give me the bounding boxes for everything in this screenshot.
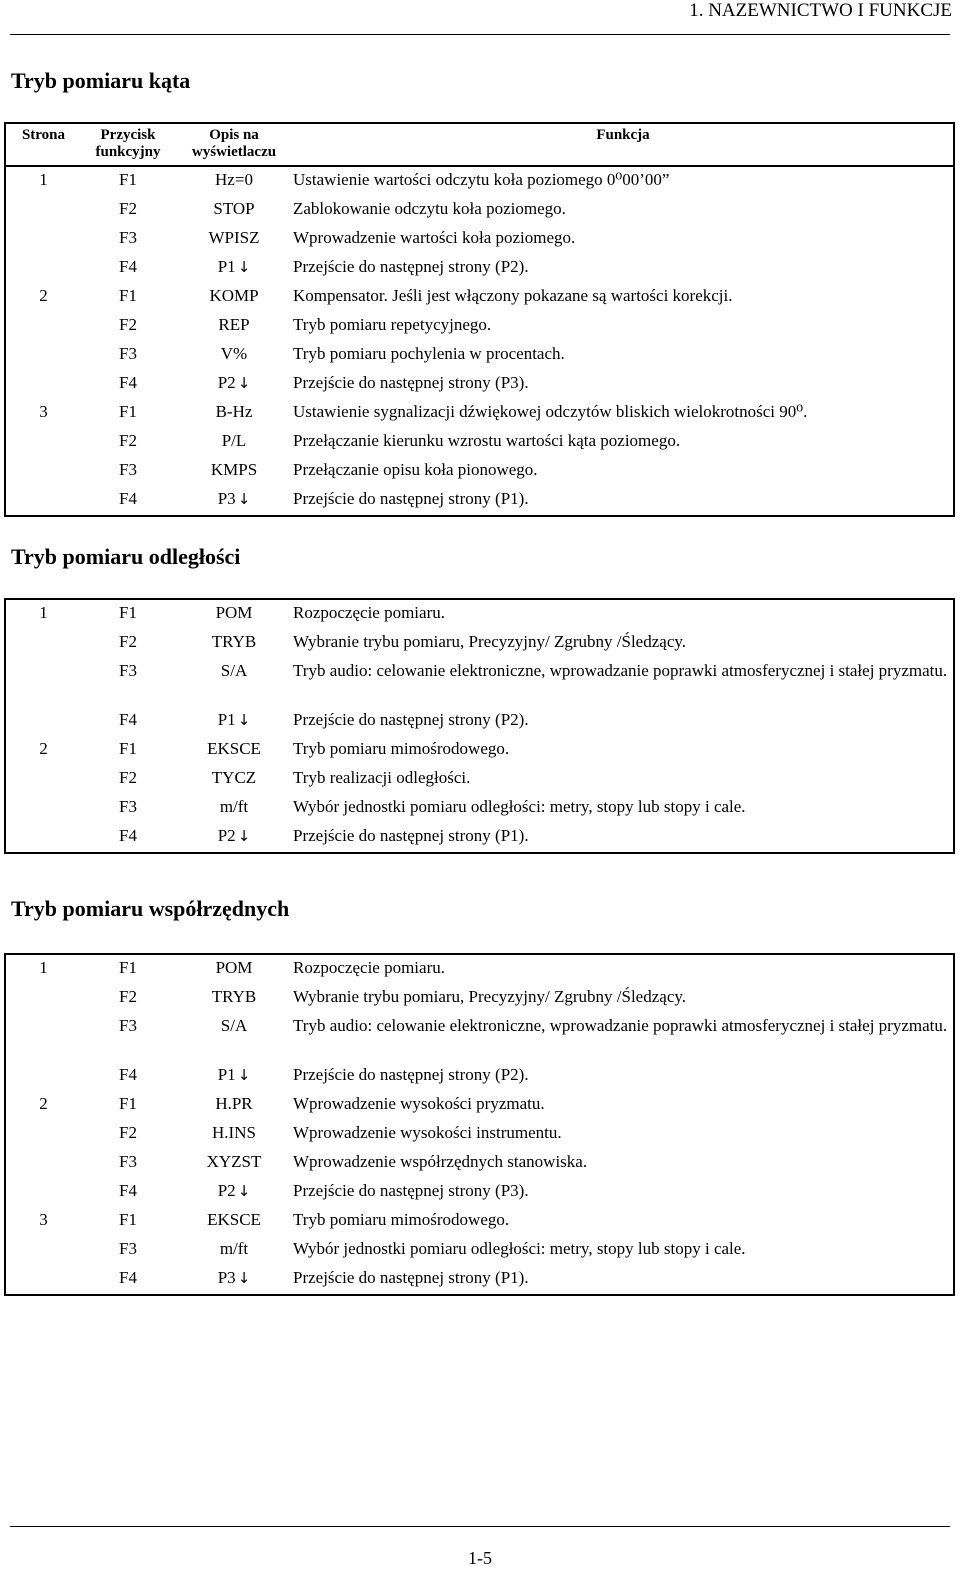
table-row bbox=[5, 341, 954, 370]
display-label-text: P3 bbox=[217, 489, 236, 508]
cell-page bbox=[5, 658, 81, 707]
table-row bbox=[5, 823, 954, 853]
cell-function-key: F2 bbox=[119, 768, 137, 787]
cell-function-description: Kompensator. Jeśli jest włączony pokazane są wartości korekcji. bbox=[293, 286, 733, 305]
cell-display-label bbox=[175, 1178, 293, 1207]
arrow-down-icon: ↓ bbox=[237, 1182, 251, 1200]
cell-function-description: Ustawienie wartości odczytu koła poziomego 0⁰00’00” bbox=[293, 170, 670, 189]
cell-display-label bbox=[175, 428, 293, 457]
cell-function-description: Przejście do następnej strony (P1). bbox=[293, 489, 529, 508]
display-label-text: H.INS bbox=[212, 1123, 256, 1142]
cell-function-key: F2 bbox=[119, 199, 137, 218]
table-header-row bbox=[5, 123, 954, 166]
arrow-down-icon: ↓ bbox=[237, 827, 251, 845]
display-label-text: POM bbox=[215, 603, 253, 622]
cell-function-key: F2 bbox=[119, 1123, 137, 1142]
cell-page: 1 bbox=[39, 170, 48, 189]
section-title-coordinates: Tryb pomiaru współrzędnych bbox=[11, 896, 290, 921]
display-label-text: m/ft bbox=[219, 1239, 249, 1258]
cell-page: 1 bbox=[39, 603, 48, 622]
cell-function-key: F3 bbox=[119, 460, 137, 479]
table-row bbox=[5, 428, 954, 457]
cell-page bbox=[5, 486, 81, 516]
table-row bbox=[5, 1207, 954, 1236]
cell-display-label bbox=[175, 984, 293, 1013]
display-label-text: EKSCE bbox=[207, 1210, 261, 1229]
table-row bbox=[5, 1120, 954, 1149]
display-label-text: STOP bbox=[213, 199, 255, 218]
cell-page bbox=[5, 341, 81, 370]
cell-page bbox=[5, 707, 81, 736]
table-row bbox=[5, 1062, 954, 1091]
cell-function-description: Wprowadzenie wysokości instrumentu. bbox=[293, 1123, 562, 1142]
cell-page bbox=[5, 1265, 81, 1295]
cell-display-label bbox=[175, 254, 293, 283]
cell-function-description: Zablokowanie odczytu koła poziomego. bbox=[293, 199, 566, 218]
cell-function-key: F4 bbox=[119, 1181, 137, 1200]
cell-function-key: F2 bbox=[119, 632, 137, 651]
table-row bbox=[5, 954, 954, 984]
function-table-distance bbox=[4, 598, 955, 854]
cell-display-label bbox=[175, 312, 293, 341]
table-row bbox=[5, 1149, 954, 1178]
table-row bbox=[5, 370, 954, 399]
display-label-text: REP bbox=[218, 315, 250, 334]
cell-function-key: F2 bbox=[119, 987, 137, 1006]
cell-function-key: F3 bbox=[119, 1152, 137, 1171]
cell-function-key: F4 bbox=[119, 373, 137, 392]
cell-function-key: F4 bbox=[119, 710, 137, 729]
cell-function-description: Wprowadzenie wartości koła poziomego. bbox=[293, 228, 576, 247]
display-label-text: P2 bbox=[217, 373, 236, 392]
section-title-angle: Tryb pomiaru kąta bbox=[11, 68, 191, 93]
cell-page: 2 bbox=[39, 286, 48, 305]
cell-function-description: Tryb realizacji odległości. bbox=[293, 768, 471, 787]
cell-display-label bbox=[175, 1091, 293, 1120]
cell-display-label bbox=[175, 486, 293, 516]
cell-display-label bbox=[175, 736, 293, 765]
arrow-down-icon: ↓ bbox=[237, 258, 251, 276]
cell-function-description: Rozpoczęcie pomiaru. bbox=[293, 958, 445, 977]
cell-function-key: F1 bbox=[119, 1094, 137, 1113]
function-table-angle bbox=[4, 122, 955, 517]
cell-page: 1 bbox=[39, 958, 48, 977]
cell-function-description: Tryb pomiaru mimośrodowego. bbox=[293, 739, 510, 758]
display-label-text: P2 bbox=[217, 826, 236, 845]
cell-page: 2 bbox=[39, 1094, 48, 1113]
cell-page bbox=[5, 1178, 81, 1207]
display-label-text: m/ft bbox=[219, 797, 249, 816]
cell-function-description: Wprowadzenie wysokości pryzmatu. bbox=[293, 1094, 545, 1113]
page-number: 1-5 bbox=[468, 1548, 492, 1568]
cell-function-description: Przejście do następnej strony (P3). bbox=[293, 373, 529, 392]
cell-function-key: F1 bbox=[119, 1210, 137, 1229]
cell-function-description: Przejście do następnej strony (P2). bbox=[293, 710, 529, 729]
arrow-down-icon: ↓ bbox=[237, 374, 251, 392]
cell-function-key: F4 bbox=[119, 1065, 137, 1084]
table-row bbox=[5, 225, 954, 254]
footer-rule bbox=[10, 1526, 950, 1527]
cell-display-label bbox=[175, 370, 293, 399]
cell-display-label bbox=[175, 457, 293, 486]
cell-page bbox=[5, 794, 81, 823]
cell-page: 3 bbox=[39, 402, 48, 421]
cell-function-description: Wybranie trybu pomiaru, Precyzyjny/ Zgrubny /Śledzący. bbox=[293, 632, 687, 651]
table-row bbox=[5, 196, 954, 225]
display-label-text: B-Hz bbox=[215, 402, 253, 421]
header-rule bbox=[10, 34, 950, 35]
column-header-page: Strona bbox=[5, 123, 81, 166]
cell-function-key: F4 bbox=[119, 826, 137, 845]
cell-function-description: Przełączanie kierunku wzrostu wartości kąta poziomego. bbox=[293, 431, 681, 450]
cell-page bbox=[5, 1062, 81, 1091]
table-row bbox=[5, 736, 954, 765]
display-label-text: V% bbox=[220, 344, 248, 363]
cell-display-label bbox=[175, 599, 293, 629]
cell-page bbox=[5, 823, 81, 853]
cell-function-key: F2 bbox=[119, 315, 137, 334]
cell-function-key: F3 bbox=[119, 1239, 137, 1258]
cell-function-description: Tryb audio: celowanie elektroniczne, wprowadzanie poprawki atmosferycznej i stałej pryzmatu. bbox=[293, 1016, 948, 1035]
cell-page bbox=[5, 225, 81, 254]
cell-display-label bbox=[175, 196, 293, 225]
table-row bbox=[5, 658, 954, 707]
cell-function-key: F4 bbox=[119, 1268, 137, 1287]
display-label-text: S/A bbox=[220, 661, 248, 680]
cell-display-label bbox=[175, 1207, 293, 1236]
display-label-text: XYZST bbox=[206, 1152, 262, 1171]
cell-display-label bbox=[175, 225, 293, 254]
column-header-function: Funkcja bbox=[293, 123, 954, 166]
display-label-text: KMPS bbox=[210, 460, 258, 479]
cell-function-description: Ustawienie sygnalizacji dźwiękowej odczytów bliskich wielokrotności 90⁰. bbox=[293, 402, 808, 421]
table-row bbox=[5, 312, 954, 341]
display-label-text: P/L bbox=[221, 431, 247, 450]
arrow-down-icon: ↓ bbox=[237, 490, 251, 508]
cell-function-description: Przejście do następnej strony (P1). bbox=[293, 1268, 529, 1287]
cell-page bbox=[5, 765, 81, 794]
cell-function-description: Tryb pomiaru repetycyjnego. bbox=[293, 315, 492, 334]
display-label-text: P2 bbox=[217, 1181, 236, 1200]
cell-function-key: F3 bbox=[119, 797, 137, 816]
cell-page bbox=[5, 984, 81, 1013]
table-row bbox=[5, 166, 954, 196]
table-row bbox=[5, 457, 954, 486]
cell-display-label bbox=[175, 1013, 293, 1062]
display-label-text: TRYB bbox=[211, 632, 257, 651]
cell-function-key: F1 bbox=[119, 739, 137, 758]
cell-function-key: F4 bbox=[119, 257, 137, 276]
table-row bbox=[5, 254, 954, 283]
display-label-text: P1 bbox=[217, 257, 236, 276]
table-row bbox=[5, 486, 954, 516]
cell-function-key: F1 bbox=[119, 402, 137, 421]
display-label-text: P3 bbox=[217, 1268, 236, 1287]
cell-display-label bbox=[175, 1120, 293, 1149]
cell-display-label bbox=[175, 1062, 293, 1091]
cell-display-label bbox=[175, 1236, 293, 1265]
cell-page bbox=[5, 1013, 81, 1062]
display-label-text: TYCZ bbox=[211, 768, 257, 787]
table-row bbox=[5, 1013, 954, 1062]
cell-page bbox=[5, 196, 81, 225]
table-row bbox=[5, 599, 954, 629]
running-header: 1. NAZEWNICTWO I FUNKCJE bbox=[689, 0, 952, 21]
cell-function-description: Tryb pomiaru mimośrodowego. bbox=[293, 1210, 510, 1229]
cell-function-description: Wybór jednostki pomiaru odległości: metry, stopy lub stopy i cale. bbox=[293, 797, 746, 816]
cell-function-description: Tryb audio: celowanie elektroniczne, wprowadzanie poprawki atmosferycznej i stałej pryzmatu. bbox=[293, 661, 948, 680]
arrow-down-icon: ↓ bbox=[237, 711, 251, 729]
cell-page bbox=[5, 1120, 81, 1149]
display-label-text: WPISZ bbox=[208, 228, 260, 247]
arrow-down-icon: ↓ bbox=[237, 1066, 251, 1084]
display-label-text: Hz=0 bbox=[215, 170, 253, 189]
display-label-text: P1 bbox=[217, 1065, 236, 1084]
display-label-text: TRYB bbox=[211, 987, 257, 1006]
cell-display-label bbox=[175, 1149, 293, 1178]
table-row bbox=[5, 765, 954, 794]
cell-display-label bbox=[175, 658, 293, 707]
table-row bbox=[5, 1178, 954, 1207]
cell-display-label bbox=[175, 341, 293, 370]
cell-display-label bbox=[175, 283, 293, 312]
cell-function-key: F4 bbox=[119, 489, 137, 508]
cell-page bbox=[5, 629, 81, 658]
cell-page bbox=[5, 1236, 81, 1265]
cell-function-description: Tryb pomiaru pochylenia w procentach. bbox=[293, 344, 565, 363]
cell-function-description: Przejście do następnej strony (P1). bbox=[293, 826, 529, 845]
cell-function-description: Rozpoczęcie pomiaru. bbox=[293, 603, 445, 622]
cell-function-description: Przełączanie opisu koła pionowego. bbox=[293, 460, 538, 479]
cell-function-key: F1 bbox=[119, 603, 137, 622]
table-row bbox=[5, 707, 954, 736]
cell-function-description: Wybór jednostki pomiaru odległości: metry, stopy lub stopy i cale. bbox=[293, 1239, 746, 1258]
function-table-coordinates bbox=[4, 953, 955, 1296]
section-title-distance: Tryb pomiaru odległości bbox=[11, 544, 241, 569]
column-header-key: Przycisk funkcyjny bbox=[81, 123, 175, 166]
cell-function-key: F3 bbox=[119, 228, 137, 247]
column-header-display: Opis na wyświetlaczu bbox=[175, 123, 293, 166]
table-row bbox=[5, 399, 954, 428]
table-row bbox=[5, 1236, 954, 1265]
cell-function-description: Przejście do następnej strony (P2). bbox=[293, 257, 529, 276]
cell-display-label bbox=[175, 629, 293, 658]
table-row bbox=[5, 1265, 954, 1295]
table-row bbox=[5, 794, 954, 823]
cell-page bbox=[5, 312, 81, 341]
cell-function-key: F1 bbox=[119, 958, 137, 977]
cell-function-description: Przejście do następnej strony (P2). bbox=[293, 1065, 529, 1084]
cell-function-key: F1 bbox=[119, 286, 137, 305]
display-label-text: H.PR bbox=[215, 1094, 253, 1113]
cell-page bbox=[5, 370, 81, 399]
cell-page bbox=[5, 254, 81, 283]
cell-page bbox=[5, 428, 81, 457]
cell-display-label bbox=[175, 707, 293, 736]
cell-function-key: F3 bbox=[119, 661, 137, 680]
display-label-text: POM bbox=[215, 958, 253, 977]
arrow-down-icon: ↓ bbox=[237, 1269, 251, 1287]
cell-page bbox=[5, 457, 81, 486]
cell-function-description: Wprowadzenie współrzędnych stanowiska. bbox=[293, 1152, 588, 1171]
cell-function-description: Wybranie trybu pomiaru, Precyzyjny/ Zgrubny /Śledzący. bbox=[293, 987, 687, 1006]
table-row bbox=[5, 283, 954, 312]
table-row bbox=[5, 984, 954, 1013]
cell-display-label bbox=[175, 823, 293, 853]
cell-page: 2 bbox=[39, 739, 48, 758]
cell-display-label bbox=[175, 765, 293, 794]
cell-function-description: Przejście do następnej strony (P3). bbox=[293, 1181, 529, 1200]
cell-function-key: F3 bbox=[119, 1016, 137, 1035]
cell-display-label bbox=[175, 1265, 293, 1295]
cell-page bbox=[5, 1149, 81, 1178]
display-label-text: S/A bbox=[220, 1016, 248, 1035]
cell-display-label bbox=[175, 794, 293, 823]
cell-function-key: F1 bbox=[119, 170, 137, 189]
display-label-text: KOMP bbox=[209, 286, 259, 305]
table-row bbox=[5, 629, 954, 658]
display-label-text: P1 bbox=[217, 710, 236, 729]
cell-function-key: F3 bbox=[119, 344, 137, 363]
table-row bbox=[5, 1091, 954, 1120]
cell-display-label bbox=[175, 954, 293, 984]
cell-page: 3 bbox=[39, 1210, 48, 1229]
cell-display-label bbox=[175, 166, 293, 196]
cell-display-label bbox=[175, 399, 293, 428]
cell-function-key: F2 bbox=[119, 431, 137, 450]
display-label-text: EKSCE bbox=[207, 739, 261, 758]
